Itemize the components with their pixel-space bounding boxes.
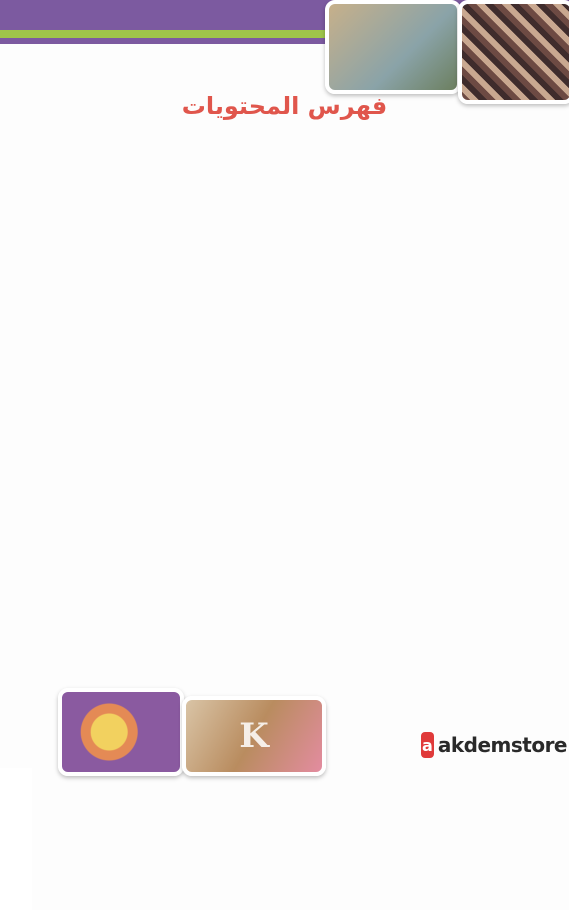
room-photo <box>325 0 461 94</box>
logo-mark-icon: a <box>421 732 434 758</box>
fabric-bird-photo <box>458 0 569 104</box>
letter-craft-photo <box>182 696 326 776</box>
letter-k-glyph: K <box>239 716 269 756</box>
paper-flower-photo <box>58 688 184 776</box>
page-title: فهرس المحتويات <box>181 92 388 120</box>
store-logo <box>421 727 567 763</box>
logo-text: akdemstore <box>437 733 567 757</box>
toc-column-left <box>32 142 268 724</box>
toc-entry-page-number <box>32 142 569 910</box>
